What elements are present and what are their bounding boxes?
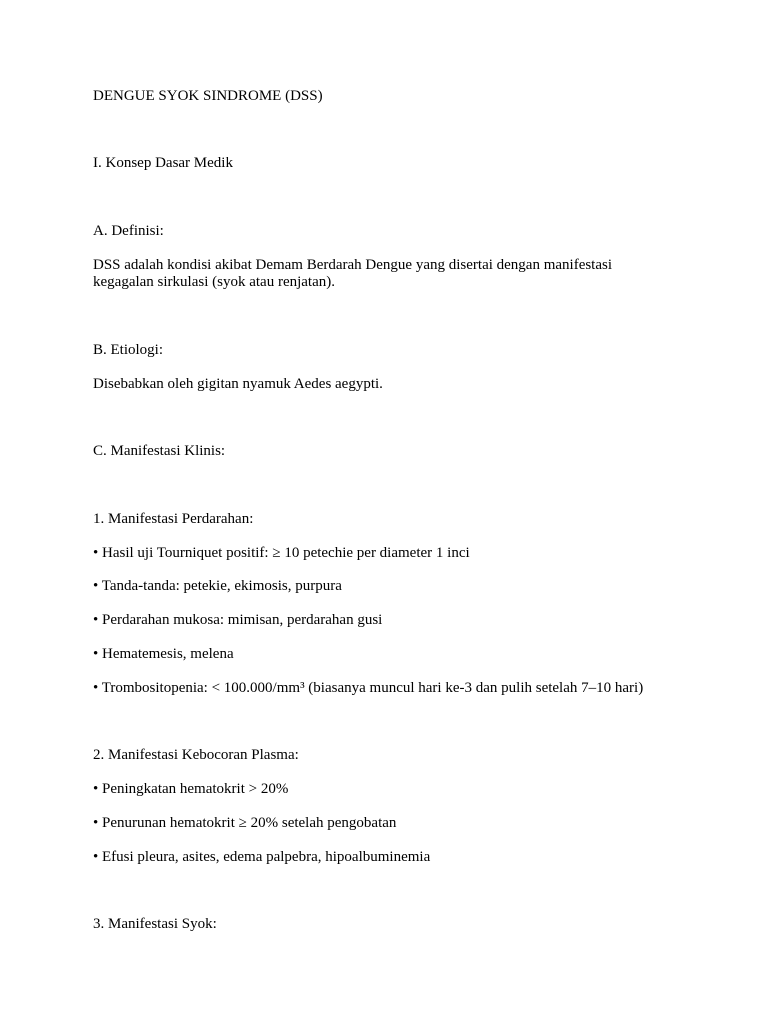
- definisi-text-line-2: kegagalan sirkulasi (syok atau renjatan).: [93, 274, 335, 290]
- list-item: • Hematemesis, melena: [93, 646, 234, 662]
- heading-etiologi: B. Etiologi:: [93, 342, 164, 358]
- list-item: • Trombositopenia: < 100.000/mm³ (biasanya muncul hari ke-3 dan pulih setelah 7–10 hari): [93, 680, 644, 696]
- list-item: • Tanda-tanda: petekie, ekimosis, purpura: [93, 578, 342, 594]
- heading-manifestasi-klinis: C. Manifestasi Klinis:: [93, 443, 226, 459]
- definisi-text-line-1: DSS adalah kondisi akibat Demam Berdarah Dengue yang disertai dengan manifestasi: [93, 257, 613, 273]
- heading-definisi: A. Definisi:: [93, 223, 164, 239]
- section-heading-konsep-dasar: I. Konsep Dasar Medik: [93, 155, 233, 171]
- list-item: • Hasil uji Tourniquet positif: ≥ 10 petechie per diameter 1 inci: [93, 545, 470, 561]
- etiologi-text: Disebabkan oleh gigitan nyamuk Aedes aegypti.: [93, 376, 383, 392]
- heading-kebocoran-plasma: 2. Manifestasi Kebocoran Plasma:: [93, 747, 299, 763]
- list-item: • Perdarahan mukosa: mimisan, perdarahan gusi: [93, 612, 383, 628]
- heading-perdarahan: 1. Manifestasi Perdarahan:: [93, 511, 254, 527]
- heading-syok: 3. Manifestasi Syok:: [93, 916, 217, 932]
- list-item: • Efusi pleura, asites, edema palpebra, hipoalbuminemia: [93, 849, 431, 865]
- document-title: DENGUE SYOK SINDROME (DSS): [93, 88, 323, 104]
- list-item: • Peningkatan hematokrit > 20%: [93, 781, 289, 797]
- list-item: • Penurunan hematokrit ≥ 20% setelah pengobatan: [93, 815, 397, 831]
